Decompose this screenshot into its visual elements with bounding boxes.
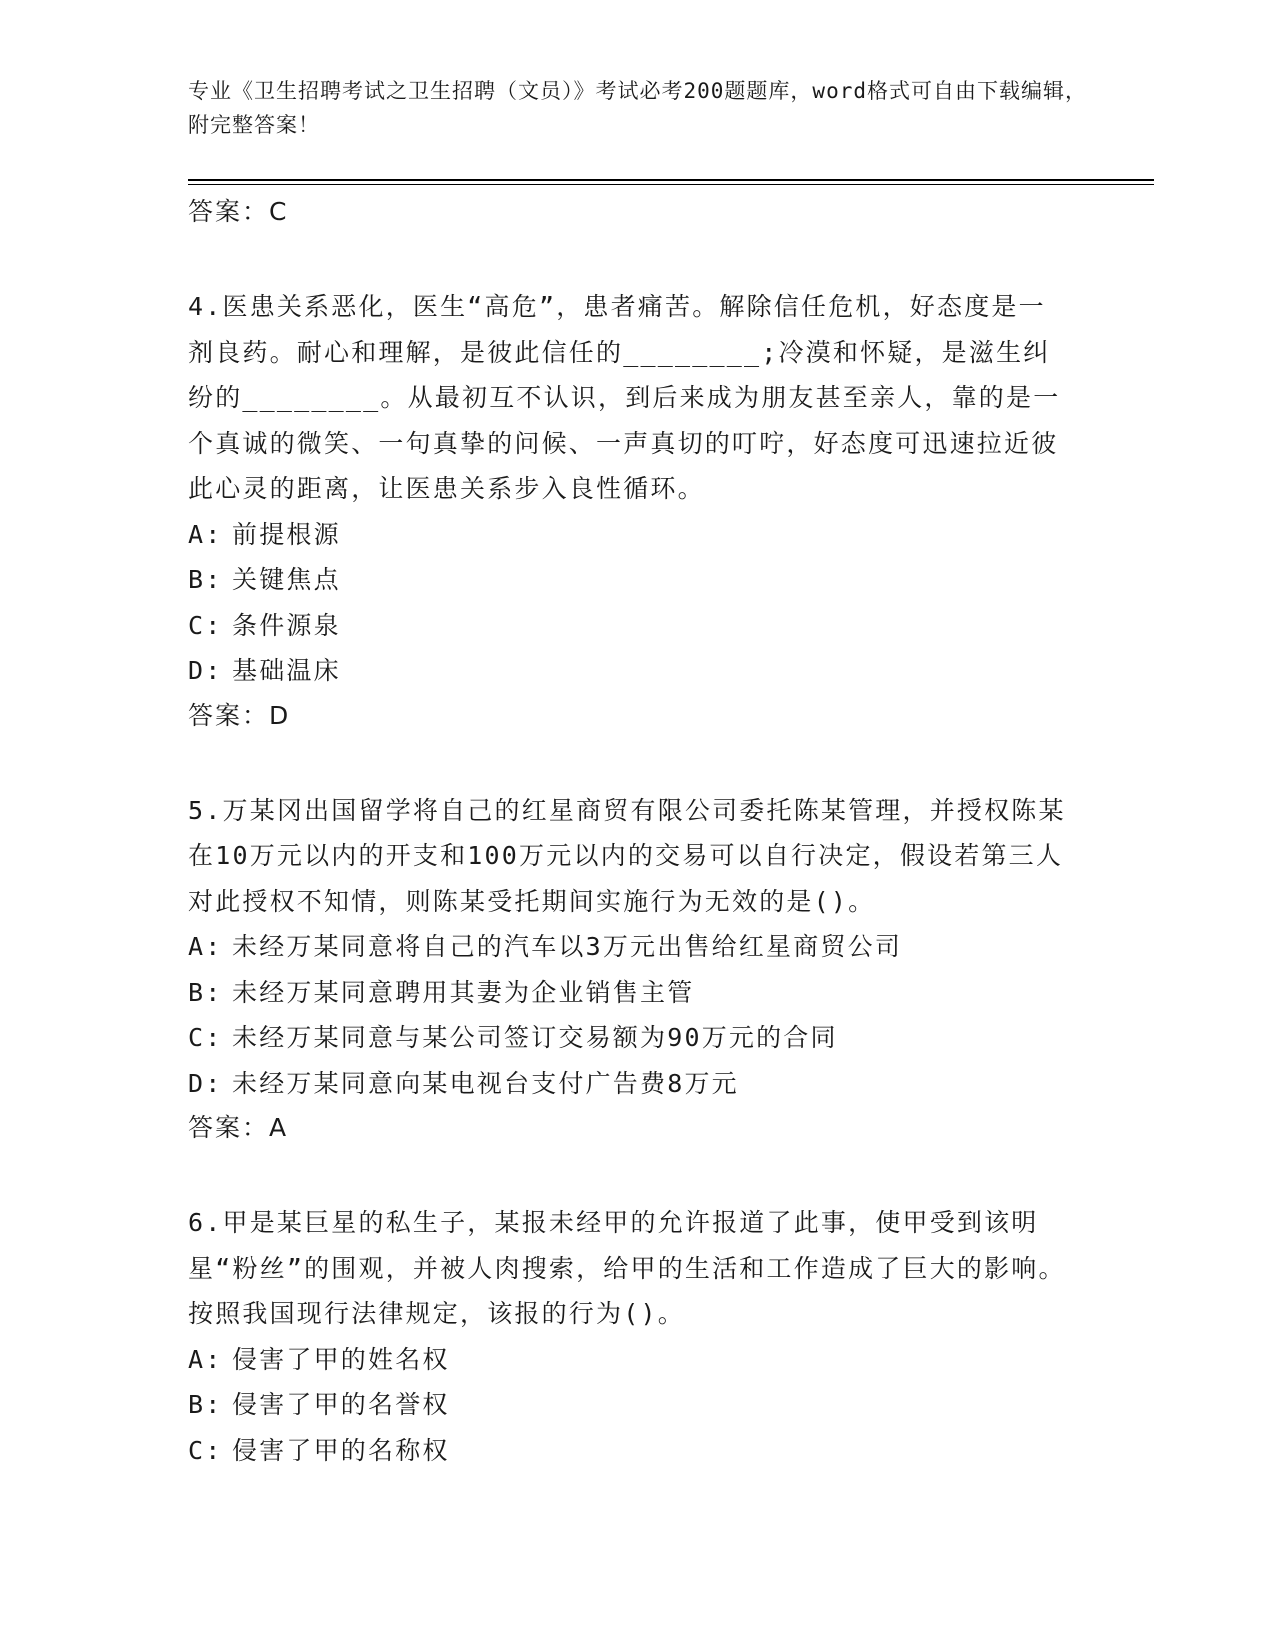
- option-a: [188, 924, 1068, 970]
- question-block: [188, 1200, 1068, 1473]
- page-header: 专业《卫生招聘考试之卫生招聘（文员）》考试必考200题题库，word格式可自由下载编辑，附完整答案！: [188, 79, 1087, 137]
- option-label: C:: [188, 1435, 223, 1465]
- option-text: 侵害了甲的姓名权: [232, 1344, 450, 1374]
- option-text: 未经万某同意将自己的汽车以3万元出售给红星商贸公司: [232, 932, 903, 961]
- option-label: B:: [188, 1390, 223, 1419]
- option-text: 未经万某同意向某电视台支付广告费8万元: [232, 1068, 739, 1098]
- option-text: 未经万某同意与某公司签订交易额为90万元的合同: [232, 1023, 838, 1052]
- option-label: B:: [188, 977, 223, 1007]
- option-text: 关键焦点: [232, 565, 341, 594]
- question-block: [188, 788, 1068, 1151]
- option-c: [188, 1428, 1068, 1474]
- question-text: 5.万某冈出国留学将自己的红星商贸有限公司委托陈某管理，并授权陈某在10万元以内的开支和100万元以内的交易可以自行决定，假设若第三人对此授权不知情，则陈某受托期间实施行为无效的是()。: [188, 795, 1066, 916]
- option-label: A:: [188, 1344, 223, 1374]
- question-block: [188, 284, 1068, 738]
- question-text: 6.甲是某巨星的私生子，某报未经甲的允许报道了此事，使甲受到该明星“粉丝”的围观，并被人肉搜索，给甲的生活和工作造成了巨大的影响。按照我国现行法律规定，该报的行为()。: [188, 1208, 1066, 1328]
- header-divider-thick: [188, 179, 1154, 181]
- option-d: [188, 648, 1068, 694]
- header-divider-thin: [188, 184, 1154, 185]
- option-label: D:: [188, 656, 223, 685]
- option-c: [188, 1015, 1068, 1061]
- answer-line: 答案：D: [188, 700, 291, 730]
- option-label: A:: [188, 519, 223, 549]
- option-label: C:: [188, 610, 223, 640]
- option-c: [188, 603, 1068, 649]
- answer-line: 答案：A: [188, 1113, 289, 1142]
- option-label: C:: [188, 1023, 223, 1052]
- option-text: 基础温床: [232, 656, 341, 685]
- option-text: 未经万某同意聘用其妻为企业销售主管: [232, 977, 695, 1007]
- document-body: [188, 190, 1068, 1473]
- option-text: 前提根源: [232, 519, 341, 549]
- option-label: B:: [188, 565, 223, 594]
- option-text: 侵害了甲的名誉权: [232, 1390, 450, 1419]
- option-text: 条件源泉: [232, 610, 341, 640]
- option-a: [188, 512, 1068, 558]
- option-label: D:: [188, 1068, 223, 1098]
- option-a: [188, 1337, 1068, 1383]
- option-b: [188, 1382, 1068, 1428]
- question-text: 4.医患关系恶化，医生“高危”，患者痛苦。解除信任危机，好态度是一剂良药。耐心和理解，是彼此信任的________;冷漠和怀疑，是滋生纠纷的________。从最初互不认识，到后来成为朋友甚至亲人，靠的是一个真诚的微笑、一句真挚的问候、一声真切的叮咛，好态度可迅速拉近彼此心灵的距离，让医患关系步入良性循环。: [188, 292, 1061, 503]
- option-d: [188, 1061, 1068, 1107]
- option-label: A:: [188, 932, 223, 961]
- option-text: 侵害了甲的名称权: [232, 1435, 450, 1465]
- option-b: [188, 557, 1068, 603]
- option-b: [188, 970, 1068, 1016]
- answer-line: 答案：C: [188, 197, 289, 226]
